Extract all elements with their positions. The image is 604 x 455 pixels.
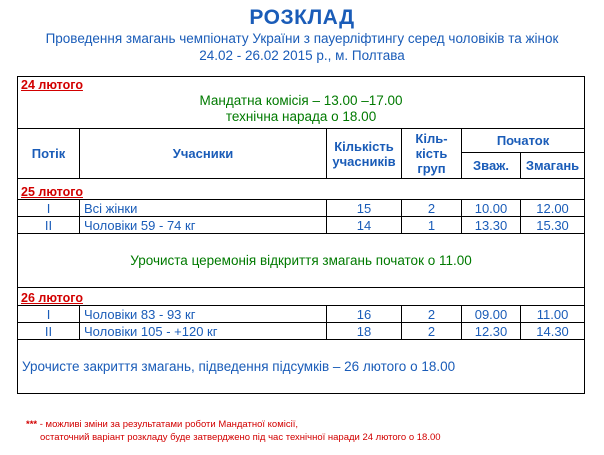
table-row (18, 323, 585, 340)
subtitle: Проведення змагань чемпіонату України з пауерліфтингу серед чоловіків та жінок (45, 31, 559, 46)
col-weigh: Зваж. (462, 153, 521, 179)
footnote (26, 418, 586, 444)
date-day2: 25 лютого (18, 179, 585, 200)
technical-meeting: технічна нарада о 18.00 (18, 109, 585, 129)
footnote-line2: остаточний варіант розкладу буде затверджено під час технічної наради 24 лютого о 18.00 (40, 432, 441, 443)
col-groups (402, 129, 462, 179)
stream-cell: II (18, 217, 80, 234)
weigh-cell: 10.00 (462, 200, 521, 217)
participants-cell: Всі жінки (80, 200, 327, 217)
schedule-table (17, 76, 585, 394)
count-cell: 18 (327, 323, 402, 340)
participants-cell: Чоловіки 105 - +120 кг (80, 323, 327, 340)
stream-cell: I (18, 306, 80, 323)
col-count (327, 129, 402, 179)
participants-cell: Чоловіки 59 - 74 кг (80, 217, 327, 234)
count-cell: 15 (327, 200, 402, 217)
groups-cell: 2 (402, 200, 462, 217)
table-row (18, 217, 585, 234)
opening-ceremony: Урочиста церемонія відкриття змагань початок о 11.00 (18, 234, 585, 288)
weigh-cell: 13.30 (462, 217, 521, 234)
col-stream: Потік (18, 129, 80, 179)
col-start: Початок (462, 129, 585, 153)
count-cell: 16 (327, 306, 402, 323)
table-row (18, 306, 585, 323)
col-groups-line2: кість (415, 146, 448, 161)
col-groups-line3: груп (417, 161, 446, 176)
groups-cell: 2 (402, 323, 462, 340)
compete-cell: 14.30 (521, 323, 585, 340)
mandate-commission: Мандатна комісія – 13.00 –17.00 (18, 93, 585, 109)
compete-cell: 12.00 (521, 200, 585, 217)
stream-cell: I (18, 200, 80, 217)
col-count-line2: учасників (332, 153, 396, 169)
footnote-text1: - можливі зміни за результатами роботи Мандатної комісії, (37, 419, 298, 430)
count-cell: 14 (327, 217, 402, 234)
stream-cell: II (18, 323, 80, 340)
participants-cell: Чоловіки 83 - 93 кг (80, 306, 327, 323)
date-day3: 26 лютого (18, 288, 585, 306)
groups-cell: 1 (402, 217, 462, 234)
page-title: РОЗКЛАД (249, 6, 355, 29)
footnote-line1 (26, 418, 586, 431)
weigh-cell: 09.00 (462, 306, 521, 323)
compete-cell: 15.30 (521, 217, 585, 234)
footnote-stars: *** (26, 419, 38, 430)
dates-place: 24.02 - 26.02 2015 р., м. Полтава (199, 48, 405, 63)
weigh-cell: 12.30 (462, 323, 521, 340)
col-groups-line1: Кіль- (415, 131, 448, 146)
col-compete: Змагань (521, 153, 585, 179)
col-participants: Учасники (80, 129, 327, 179)
date-day1: 24 лютого (18, 77, 585, 93)
groups-cell: 2 (402, 306, 462, 323)
col-count-line1: Кількість (334, 138, 394, 154)
table-row (18, 200, 585, 217)
compete-cell: 11.00 (521, 306, 585, 323)
closing-ceremony: Урочисте закриття змагань, підведення підсумків – 26 лютого о 18.00 (18, 340, 585, 394)
